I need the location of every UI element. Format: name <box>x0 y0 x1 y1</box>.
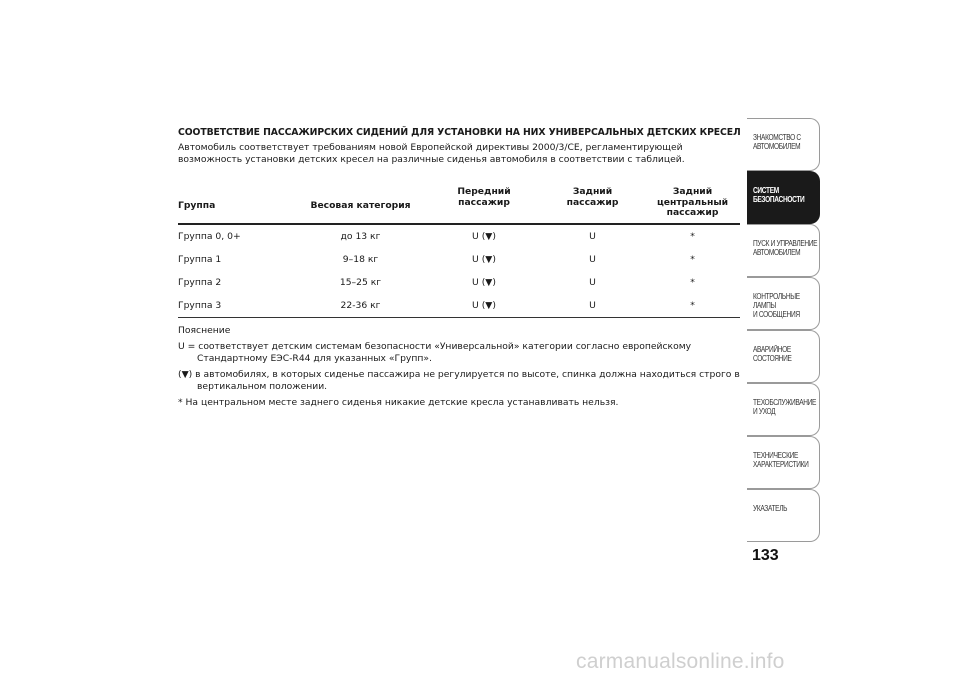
tab-label: ТЕХОБСЛУЖИВАНИЕ И УХОД <box>753 398 817 416</box>
header-weight: Весовая категория <box>310 200 411 211</box>
cell-weight: 15–25 кг <box>339 276 382 288</box>
section-heading: СООТВЕТСТВИЕ ПАССАЖИРСКИХ СИДЕНИЙ ДЛЯ УСТАНОВКИ НА НИХ УНИВЕРСАЛЬНЫХ ДЕТСКИХ КРЕСЕЛ <box>178 127 741 138</box>
cell-rear-center: * <box>690 230 695 242</box>
tab-label: КОНТРОЛЬНЫЕ ЛАМПЫ И СООБЩЕНИЯ <box>753 292 800 319</box>
tab-getting-to-know[interactable] <box>747 118 820 171</box>
tab-starting-driving[interactable] <box>747 224 820 277</box>
table-row <box>178 224 740 248</box>
table-row <box>178 271 740 294</box>
cell-rear-center: * <box>690 276 695 288</box>
cell-weight: 22-36 кг <box>340 299 381 311</box>
cell-rear: U <box>589 276 596 288</box>
header-rear-center-passenger: Задний центральный пассажир <box>656 186 729 218</box>
legend-triangle-note: (▼) в автомобилях, в которых сиденье пассажира не регулируется по высоте, спинка должна находиться строго в вертикальном положении. <box>178 369 740 392</box>
table-header-row <box>178 187 740 224</box>
tab-emergency[interactable] <box>747 330 820 383</box>
cell-group: Группа 1 <box>178 253 222 265</box>
cell-front: U (▼) <box>472 276 496 288</box>
seat-compatibility-table <box>178 187 740 318</box>
legend <box>178 325 740 409</box>
page-number: 133 <box>752 547 779 564</box>
cell-weight: до 13 кг <box>340 230 381 242</box>
cell-rear: U <box>589 230 596 242</box>
cell-group: Группа 2 <box>178 276 222 288</box>
table-row <box>178 294 740 318</box>
intro-paragraph: Автомобиль соответствует требованиям новой Европейской директивы 2000/3/CE, регламентирующей возможность установки детских кресел на различные сиденья автомобиля в соответствии с таблицей. <box>178 142 685 165</box>
header-rear-passenger: Задний пассажир <box>566 186 619 208</box>
chapter-tabs <box>747 118 820 542</box>
page-content <box>178 127 740 414</box>
tab-specifications[interactable] <box>747 436 820 489</box>
table-row <box>178 248 740 271</box>
legend-u-note: U = соответствует детским системам безопасности «Универсальной» категории согласно европейскому Стандартному ЕЭС-R44 для указанных «Групп». <box>178 341 692 364</box>
cell-front: U (▼) <box>472 230 496 242</box>
header-group: Группа <box>178 200 216 211</box>
cell-rear: U <box>589 253 596 265</box>
legend-title: Пояснение <box>178 324 231 336</box>
cell-rear-center: * <box>690 299 695 311</box>
tab-label: АВАРИЙНОЕ СОСТОЯНИЕ <box>753 345 792 363</box>
cell-rear: U <box>589 299 596 311</box>
cell-front: U (▼) <box>472 299 496 311</box>
tab-maintenance[interactable] <box>747 383 820 436</box>
tab-label: УКАЗАТЕЛЬ <box>753 504 788 513</box>
cell-front: U (▼) <box>472 253 496 265</box>
header-front-passenger: Передний пассажир <box>457 186 511 208</box>
cell-group: Группа 0, 0+ <box>178 230 241 242</box>
legend-star-note: * На центральном месте заднего сиденья никакие детские кресла устанавливать нельзя. <box>178 397 619 408</box>
tab-safety-systems[interactable] <box>747 171 820 224</box>
watermark: carmanualsonline.info <box>576 650 785 673</box>
tab-label: ТЕХНИЧЕСКИЕ ХАРАКТЕРИСТИКИ <box>753 451 809 469</box>
cell-rear-center: * <box>690 253 695 265</box>
tab-label: ПУСК И УПРАВЛЕНИЕ АВТОМОБИЛЕМ <box>753 239 818 257</box>
cell-weight: 9–18 кг <box>342 253 379 265</box>
tab-label: ЗНАКОМСТВО С АВТОМОБИЛЕМ <box>753 133 801 151</box>
tab-warning-lights[interactable] <box>747 277 820 330</box>
tab-label: СИСТЕМ БЕЗОПАСНОСТИ <box>753 186 805 204</box>
tab-index[interactable] <box>747 489 820 542</box>
cell-group: Группа 3 <box>178 299 222 311</box>
